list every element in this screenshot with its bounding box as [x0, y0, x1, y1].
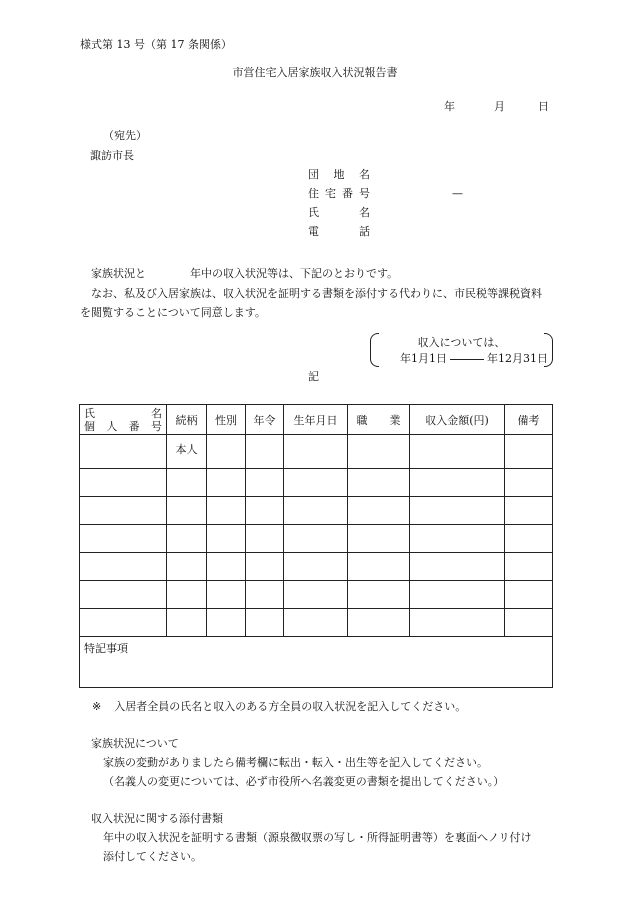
income-cell[interactable]	[410, 553, 505, 581]
birthdate-cell[interactable]	[284, 469, 348, 497]
name-cell[interactable]	[80, 435, 167, 469]
form-number: 様式第 13 号（第 17 条関係）	[80, 38, 232, 51]
header-income: 収入金額(円)	[410, 405, 505, 435]
attachment-line-2: 添付してください。	[103, 850, 202, 863]
label-name: 氏 名	[308, 206, 370, 219]
sex-cell[interactable]	[207, 525, 246, 553]
occupation-cell[interactable]	[348, 581, 410, 609]
income-period-box	[370, 333, 553, 367]
header-relation: 続柄	[167, 405, 207, 435]
relation-cell[interactable]	[167, 609, 207, 637]
addressee-name: 諏訪市長	[90, 149, 134, 162]
attachment-heading: 収入状況に関する添付書類	[91, 812, 223, 825]
label-phone: 電 話	[308, 225, 370, 238]
remarks-cell[interactable]	[505, 435, 553, 469]
relation-cell[interactable]	[167, 581, 207, 609]
header-age: 年令	[246, 405, 284, 435]
age-cell[interactable]	[246, 497, 284, 525]
table-row	[80, 553, 553, 581]
income-cell[interactable]	[410, 525, 505, 553]
date-day-label: 日	[538, 100, 549, 113]
attachment-line-1: 年中の収入状況を証明する書類（源泉徴収票の写し・所得証明書等）を裏面へノリ付け	[103, 831, 532, 844]
instruction-note: ※ 入居者全員の氏名と収入のある方全員の収入状況を記入してください。	[92, 700, 467, 713]
label-house-number: 住 宅 番 号	[308, 187, 370, 200]
relation-cell[interactable]: 本人	[167, 435, 207, 469]
body-paragraph-2: なお、私及び入居家族は、収入状況を証明する書類を添付する代わりに、市民税等課税資料を閲覧することについて同意します。	[80, 287, 542, 319]
remarks-cell[interactable]	[505, 609, 553, 637]
house-number-dash: —	[452, 187, 463, 200]
sex-cell[interactable]	[207, 435, 246, 469]
addressee-label: （宛先）	[103, 129, 147, 142]
occupation-cell[interactable]	[348, 435, 410, 469]
table-row	[80, 497, 553, 525]
table-row	[80, 469, 553, 497]
age-cell[interactable]	[246, 469, 284, 497]
occupation-cell[interactable]	[348, 469, 410, 497]
remarks-cell[interactable]	[505, 469, 553, 497]
body-paragraph-1: 家族状況と 年中の収入状況等は、下記のとおりです。	[91, 267, 399, 280]
date-year-label: 年	[444, 100, 455, 113]
income-cell[interactable]	[410, 581, 505, 609]
document-title: 市営住宅入居家族収入状況報告書	[232, 66, 398, 79]
applicant-row-phone	[308, 222, 463, 241]
name-cell[interactable]	[80, 497, 167, 525]
applicant-row-house-number	[308, 184, 463, 203]
occupation-cell[interactable]	[348, 553, 410, 581]
income-cell[interactable]	[410, 497, 505, 525]
table-header-row	[80, 405, 553, 435]
relation-cell[interactable]	[167, 525, 207, 553]
header-name-mynumber: 氏 名 個 人 番 号	[80, 405, 167, 435]
relation-cell[interactable]	[167, 469, 207, 497]
relation-cell[interactable]	[167, 497, 207, 525]
income-period-label: 収入については、	[417, 336, 506, 349]
age-cell[interactable]	[246, 553, 284, 581]
income-cell[interactable]	[410, 609, 505, 637]
age-cell[interactable]	[246, 581, 284, 609]
name-cell[interactable]	[80, 525, 167, 553]
birthdate-cell[interactable]	[284, 525, 348, 553]
occupation-cell[interactable]	[348, 525, 410, 553]
income-cell[interactable]	[410, 469, 505, 497]
table-row	[80, 581, 553, 609]
birthdate-cell[interactable]	[284, 497, 348, 525]
name-cell[interactable]	[80, 469, 167, 497]
ki-heading: 記	[308, 370, 319, 383]
header-occupation: 職 業	[348, 405, 410, 435]
birthdate-cell[interactable]	[284, 609, 348, 637]
header-sex: 性別	[207, 405, 246, 435]
table-row	[80, 435, 553, 469]
sex-cell[interactable]	[207, 581, 246, 609]
label-complex-name: 団 地 名	[308, 168, 370, 181]
income-cell[interactable]	[410, 435, 505, 469]
header-remarks: 備考	[505, 405, 553, 435]
remarks-cell[interactable]	[505, 525, 553, 553]
applicant-info	[308, 165, 463, 241]
sex-cell[interactable]	[207, 469, 246, 497]
remarks-cell[interactable]	[505, 497, 553, 525]
header-birthdate: 生年月日	[284, 405, 348, 435]
special-notes-label: 特記事項	[84, 642, 128, 655]
sex-cell[interactable]	[207, 553, 246, 581]
special-notes-cell[interactable]	[80, 637, 553, 688]
occupation-cell[interactable]	[348, 609, 410, 637]
name-cell[interactable]	[80, 581, 167, 609]
notes-row	[80, 637, 553, 688]
name-cell[interactable]	[80, 609, 167, 637]
family-status-line-1: 家族の変動がありましたら備考欄に転出・転入・出生等を記入してください。	[103, 756, 488, 769]
table-row	[80, 609, 553, 637]
occupation-cell[interactable]	[348, 497, 410, 525]
applicant-row-name	[308, 203, 463, 222]
age-cell[interactable]	[246, 525, 284, 553]
remarks-cell[interactable]	[505, 553, 553, 581]
note-asterisk: ※	[92, 700, 102, 713]
family-income-table	[79, 404, 553, 688]
date-month-label: 月	[494, 100, 505, 113]
birthdate-cell[interactable]	[284, 435, 348, 469]
relation-cell[interactable]	[167, 553, 207, 581]
birthdate-cell[interactable]	[284, 553, 348, 581]
sex-cell[interactable]	[207, 497, 246, 525]
remarks-cell[interactable]	[505, 581, 553, 609]
applicant-row-complex	[308, 165, 463, 184]
table-row	[80, 525, 553, 553]
sex-cell[interactable]	[207, 609, 246, 637]
birthdate-cell[interactable]	[284, 581, 348, 609]
family-status-heading: 家族状況について	[91, 737, 179, 750]
income-period-range: 年1月1日 年12月31日	[400, 352, 548, 365]
date-line	[444, 98, 549, 114]
family-status-line-2: （名義人の変更については、必ず市役所へ名義変更の書類を提出してください。）	[103, 775, 505, 788]
age-cell[interactable]	[246, 435, 284, 469]
age-cell[interactable]	[246, 609, 284, 637]
name-cell[interactable]	[80, 553, 167, 581]
